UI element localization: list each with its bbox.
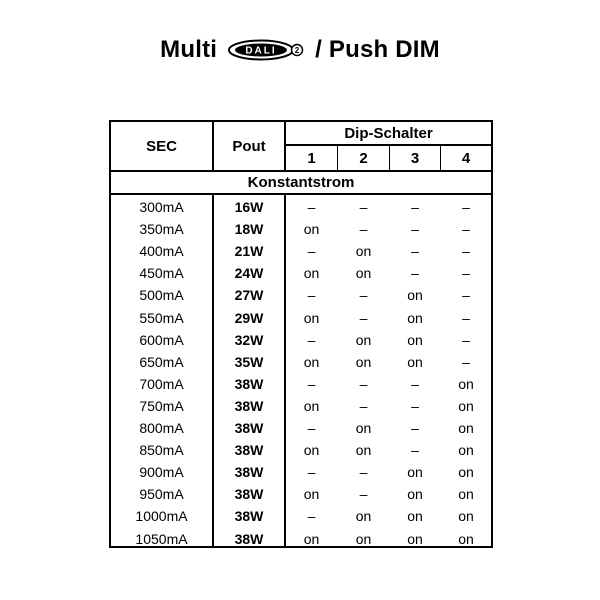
cell-dip-1: on xyxy=(303,486,320,503)
cell-dip-2: on xyxy=(355,265,372,282)
cell-dip-1: on xyxy=(303,265,320,282)
cell-sec: 1000mA xyxy=(135,508,188,525)
cell-dip-3: – xyxy=(411,199,419,215)
table-row xyxy=(111,439,491,461)
cell-dip-4: – xyxy=(462,265,470,282)
cell-dip-1: on xyxy=(303,309,320,326)
cell-dip-4: – xyxy=(462,243,470,260)
cell-dip-2: – xyxy=(359,287,368,304)
cell-sec: 850mA xyxy=(139,442,184,459)
cell-sec: 800mA xyxy=(139,420,184,436)
cell-dip-3: on xyxy=(407,508,423,525)
cell-dip-3: – xyxy=(411,420,419,436)
cell-dip-3: – xyxy=(411,397,419,414)
cell-pout: 18W xyxy=(234,221,264,238)
table-row xyxy=(111,218,491,240)
table-row xyxy=(111,196,491,218)
header-dip-3: 3 xyxy=(410,149,420,167)
divider xyxy=(111,193,491,195)
cell-dip-2: on xyxy=(355,331,372,348)
cell-dip-3: on xyxy=(407,530,423,547)
cell-pout: 35W xyxy=(234,353,264,370)
cell-sec: 450mA xyxy=(139,265,184,282)
cell-sec: 1050mA xyxy=(135,530,188,547)
dali-logo-superscript: 2 xyxy=(294,46,300,55)
cell-dip-4: on xyxy=(458,420,474,436)
dali-logo-text: DALI xyxy=(245,45,277,57)
cell-dip-3: – xyxy=(411,442,419,459)
header-dip-2: 2 xyxy=(359,149,368,167)
cell-sec: 600mA xyxy=(139,331,184,348)
table-row xyxy=(111,240,491,262)
cell-dip-2: on xyxy=(355,420,372,436)
title-multi: Multi xyxy=(160,36,218,63)
cell-dip-4: on xyxy=(458,375,474,392)
cell-sec: 650mA xyxy=(139,353,184,370)
cell-dip-1: – xyxy=(307,464,316,481)
dali-logo xyxy=(227,39,305,61)
cell-dip-3: on xyxy=(407,331,423,348)
table-row xyxy=(111,262,491,284)
cell-dip-3: on xyxy=(407,287,423,304)
cell-dip-2: on xyxy=(355,442,372,459)
table-row xyxy=(111,505,491,527)
cell-sec: 900mA xyxy=(139,464,184,481)
cell-dip-1: – xyxy=(307,331,316,348)
cell-dip-2: – xyxy=(359,309,368,326)
table-row xyxy=(111,307,491,329)
cell-pout: 29W xyxy=(234,309,264,326)
cell-sec: 300mA xyxy=(139,199,184,215)
cell-dip-4: – xyxy=(462,199,470,215)
cell-dip-2: – xyxy=(359,199,368,215)
cell-sec: 500mA xyxy=(139,287,184,304)
cell-dip-2: – xyxy=(359,397,368,414)
cell-dip-4: – xyxy=(462,287,470,304)
cell-dip-1: – xyxy=(307,287,316,304)
cell-pout: 16W xyxy=(234,199,264,215)
cell-sec: 950mA xyxy=(139,486,184,503)
cell-pout: 38W xyxy=(234,508,264,525)
cell-pout: 38W xyxy=(234,420,264,436)
cell-dip-4: – xyxy=(462,309,470,326)
cell-dip-2: on xyxy=(355,353,372,370)
cell-dip-3: on xyxy=(407,464,423,481)
cell-dip-1: on xyxy=(303,442,320,459)
cell-sec: 350mA xyxy=(139,221,184,238)
cell-dip-3: – xyxy=(411,375,419,392)
cell-dip-4: – xyxy=(462,221,470,238)
table-row xyxy=(111,284,491,306)
cell-dip-2: on xyxy=(355,530,372,547)
table-row xyxy=(111,329,491,351)
cell-sec: 400mA xyxy=(139,243,184,260)
cell-dip-1: – xyxy=(307,199,316,215)
cell-dip-2: on xyxy=(355,243,372,260)
cell-pout: 38W xyxy=(234,442,264,459)
table-row xyxy=(111,483,491,505)
cell-dip-2: on xyxy=(355,508,372,525)
cell-dip-1: on xyxy=(303,397,320,414)
header-dip-1: 1 xyxy=(307,149,316,167)
cell-dip-1: on xyxy=(303,221,320,238)
cell-dip-2: – xyxy=(359,221,368,238)
cell-dip-3: on xyxy=(407,486,423,503)
cell-dip-4: on xyxy=(458,486,474,503)
table-row xyxy=(111,528,491,550)
header-dip-schalter: Dip-Schalter xyxy=(344,124,433,142)
cell-pout: 38W xyxy=(234,397,264,414)
cell-dip-1: – xyxy=(307,243,316,260)
cell-dip-4: on xyxy=(458,530,474,547)
table-row xyxy=(111,461,491,483)
cell-dip-4: on xyxy=(458,464,474,481)
cell-dip-1: on xyxy=(303,530,320,547)
cell-pout: 27W xyxy=(234,287,264,304)
cell-sec: 750mA xyxy=(139,397,184,414)
cell-sec: 550mA xyxy=(139,309,184,326)
cell-pout: 21W xyxy=(234,243,264,260)
cell-sec: 700mA xyxy=(139,375,184,392)
table-row xyxy=(111,417,491,439)
table-row xyxy=(111,351,491,373)
cell-dip-1: on xyxy=(303,353,320,370)
cell-dip-4: on xyxy=(458,508,474,525)
cell-pout: 24W xyxy=(234,265,264,282)
cell-dip-3: – xyxy=(411,243,419,260)
header-pout: Pout xyxy=(232,137,266,155)
cell-dip-3: – xyxy=(411,265,419,282)
cell-dip-4: on xyxy=(458,442,474,459)
cell-dip-2: – xyxy=(359,464,368,481)
cell-dip-1: – xyxy=(307,420,316,436)
cell-dip-4: – xyxy=(462,331,470,348)
cell-dip-1: – xyxy=(307,508,316,525)
cell-pout: 38W xyxy=(234,375,264,392)
page-title xyxy=(0,30,600,70)
section-konstantstrom: Konstantstrom xyxy=(247,174,355,191)
title-push-dim: / Push DIM xyxy=(315,36,440,63)
header-dip-4: 4 xyxy=(461,149,471,167)
table-row xyxy=(111,373,491,395)
cell-dip-3: on xyxy=(407,309,423,326)
table-row xyxy=(111,395,491,417)
cell-pout: 38W xyxy=(234,464,264,481)
cell-pout: 32W xyxy=(234,331,264,348)
cell-dip-3: on xyxy=(407,353,423,370)
cell-pout: 38W xyxy=(234,530,264,547)
cell-dip-1: – xyxy=(307,375,316,392)
cell-dip-4: – xyxy=(462,353,470,370)
cell-dip-2: – xyxy=(359,375,368,392)
dip-switch-table xyxy=(109,120,493,548)
cell-pout: 38W xyxy=(234,486,264,503)
cell-dip-4: on xyxy=(458,397,474,414)
header-sec: SEC xyxy=(146,137,177,155)
cell-dip-2: – xyxy=(359,486,368,503)
cell-dip-3: – xyxy=(411,221,419,238)
